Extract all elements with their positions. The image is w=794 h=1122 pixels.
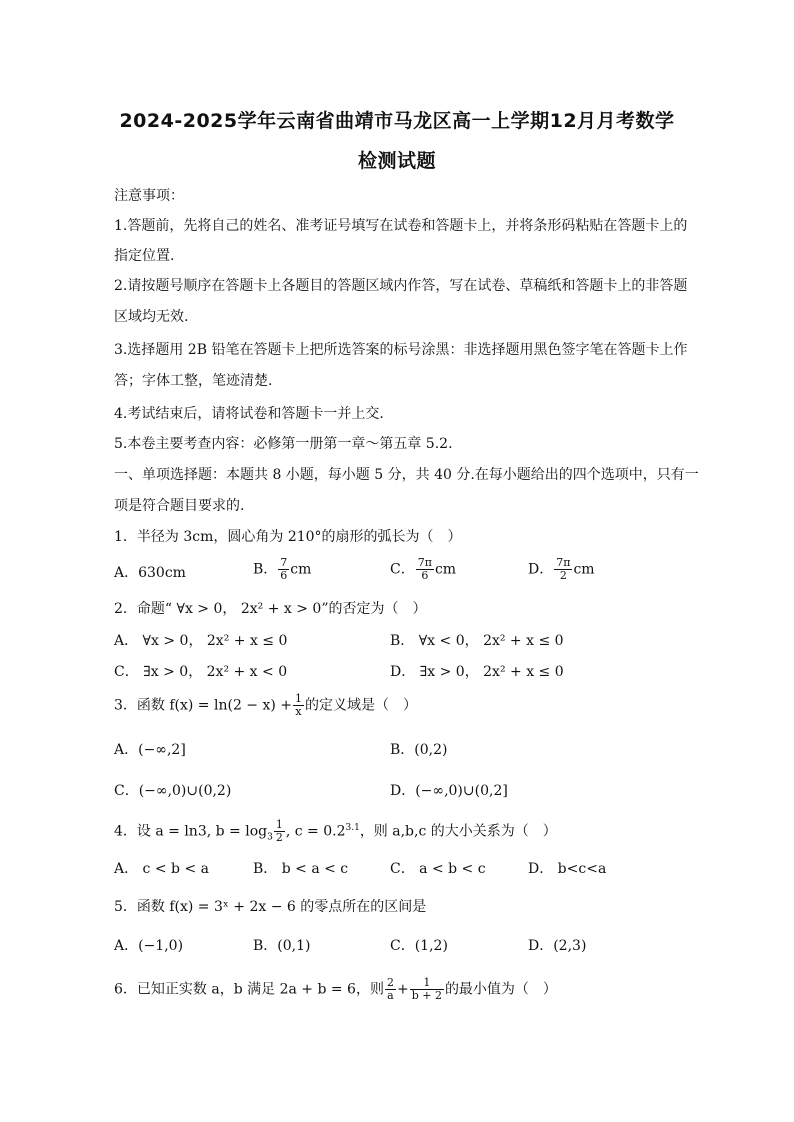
q3-option-d: D．(−∞,0)∪(0,2] [390,783,508,799]
fraction: $\frac{1}{x}$ [295,692,303,718]
q5-option-c: C．(1,2) [390,938,448,954]
q3-option-c: C．(−∞,0)∪(0,2) [114,783,232,799]
document-title: 2024-2025学年云南省曲靖市马龙区高一上学期12月月考数学 [119,110,675,132]
fraction: $\frac{1}{2}$ [275,818,283,845]
q4-option-b: B． b < a < c [253,861,349,877]
q2-option-b: B． ∀x < 0， 2x² + x ≤ 0 [390,633,564,649]
q2-option-c: C． ∃x > 0， 2x² + x < 0 [114,664,288,680]
notice-item: 4.考试结束后，请将试卷和答题卡一并上交. [114,406,384,422]
question-3-stem: 3．函数 f(x) = ln(2 − x) + $\frac{1}{x}$ 的定义域是（ ） [114,692,418,718]
fraction: $\frac{7\pi}{2}$ [556,556,571,582]
q4-option-a: A． c < b < a [114,861,209,877]
q1-option-c: C． $\frac{7\pi}{6}$ cm [390,556,457,582]
question-2-stem: 2．命题“ ∀x > 0， 2x² + x > 0”的否定为（ ） [114,601,427,617]
q4-option-c: C． a < b < c [390,861,486,877]
q2-option-a: A． ∀x > 0， 2x² + x ≤ 0 [114,633,288,649]
question-1-stem: 1．半径为 3cm，圆心角为 210°的扇形的弧长为（ ） [114,529,462,545]
fraction: $\frac{7\pi}{6}$ [417,556,432,582]
section-heading-line2: 项是符合题目要求的. [114,498,245,514]
q5-option-a: A．(−1,0) [114,938,184,954]
q3-option-a: A．(−∞,2] [114,742,186,758]
q1-option-b: B． $\frac{7}{6}$ cm [253,556,312,582]
notice-item: 5.本卷主要考查内容：必修第一册第一章～第五章 5.2. [114,436,453,452]
question-5-stem: 5．函数 f(x) = 3ˣ + 2x − 6 的零点所在的区间是 [114,899,427,915]
q1-option-d: D． $\frac{7\pi}{2}$ cm [528,556,595,582]
section-heading: 一、单项选择题：本题共 8 小题，每小题 5 分，共 40 分.在每小题给出的四个选项中，只有一 [114,467,699,483]
q4-option-d: D． b<c<a [528,861,607,877]
fraction: $\frac{1}{b + 2}$ [411,976,442,1002]
notice-heading: 注意事项： [114,188,184,204]
fraction: $\frac{2}{a}$ [386,976,394,1002]
q2-option-d: D． ∃x > 0， 2x² + x ≤ 0 [390,664,564,680]
notice-item: 指定位置. [114,248,175,264]
fraction: $\frac{7}{6}$ [280,556,288,582]
document-title-line2: 检测试题 [357,150,436,172]
question-4-stem: 4．设 a = ln3, $b = \log_3$ $\frac{1}{2}$ , $c = 0.2^{3.1}$，则 a,b,c 的大小关系为（ ） [114,818,557,845]
q5-option-d: D．(2,3) [528,938,587,954]
notice-item: 2.请按题号顺序在答题卡上各题目的答题区域内作答，写在试卷、草稿纸和答题卡上的非答题 [114,278,688,294]
notice-item: 区域均无效. [114,309,189,325]
q1-option-a: A．630cm [114,565,186,581]
notice-item: 3.选择题用 2B 铅笔在答题卡上把所选答案的标号涂黑：非选择题用黑色签字笔在答题卡上作 [114,342,688,358]
notice-item: 答；字体工整，笔迹清楚. [114,373,273,389]
q5-option-b: B．(0,1) [253,938,311,954]
notice-item: 1.答题前，先将自己的姓名、准考证号填写在试卷和答题卡上，并将条形码粘贴在答题卡上的 [114,218,688,234]
question-6-stem: 6．已知正实数 a，b 满足 2a + b = 6，则 $\frac{2}{a}$ + $\frac{1}{b + 2}$ 的最小值为（ ） [114,976,557,1002]
q3-option-b: B．(0,2) [390,742,448,758]
